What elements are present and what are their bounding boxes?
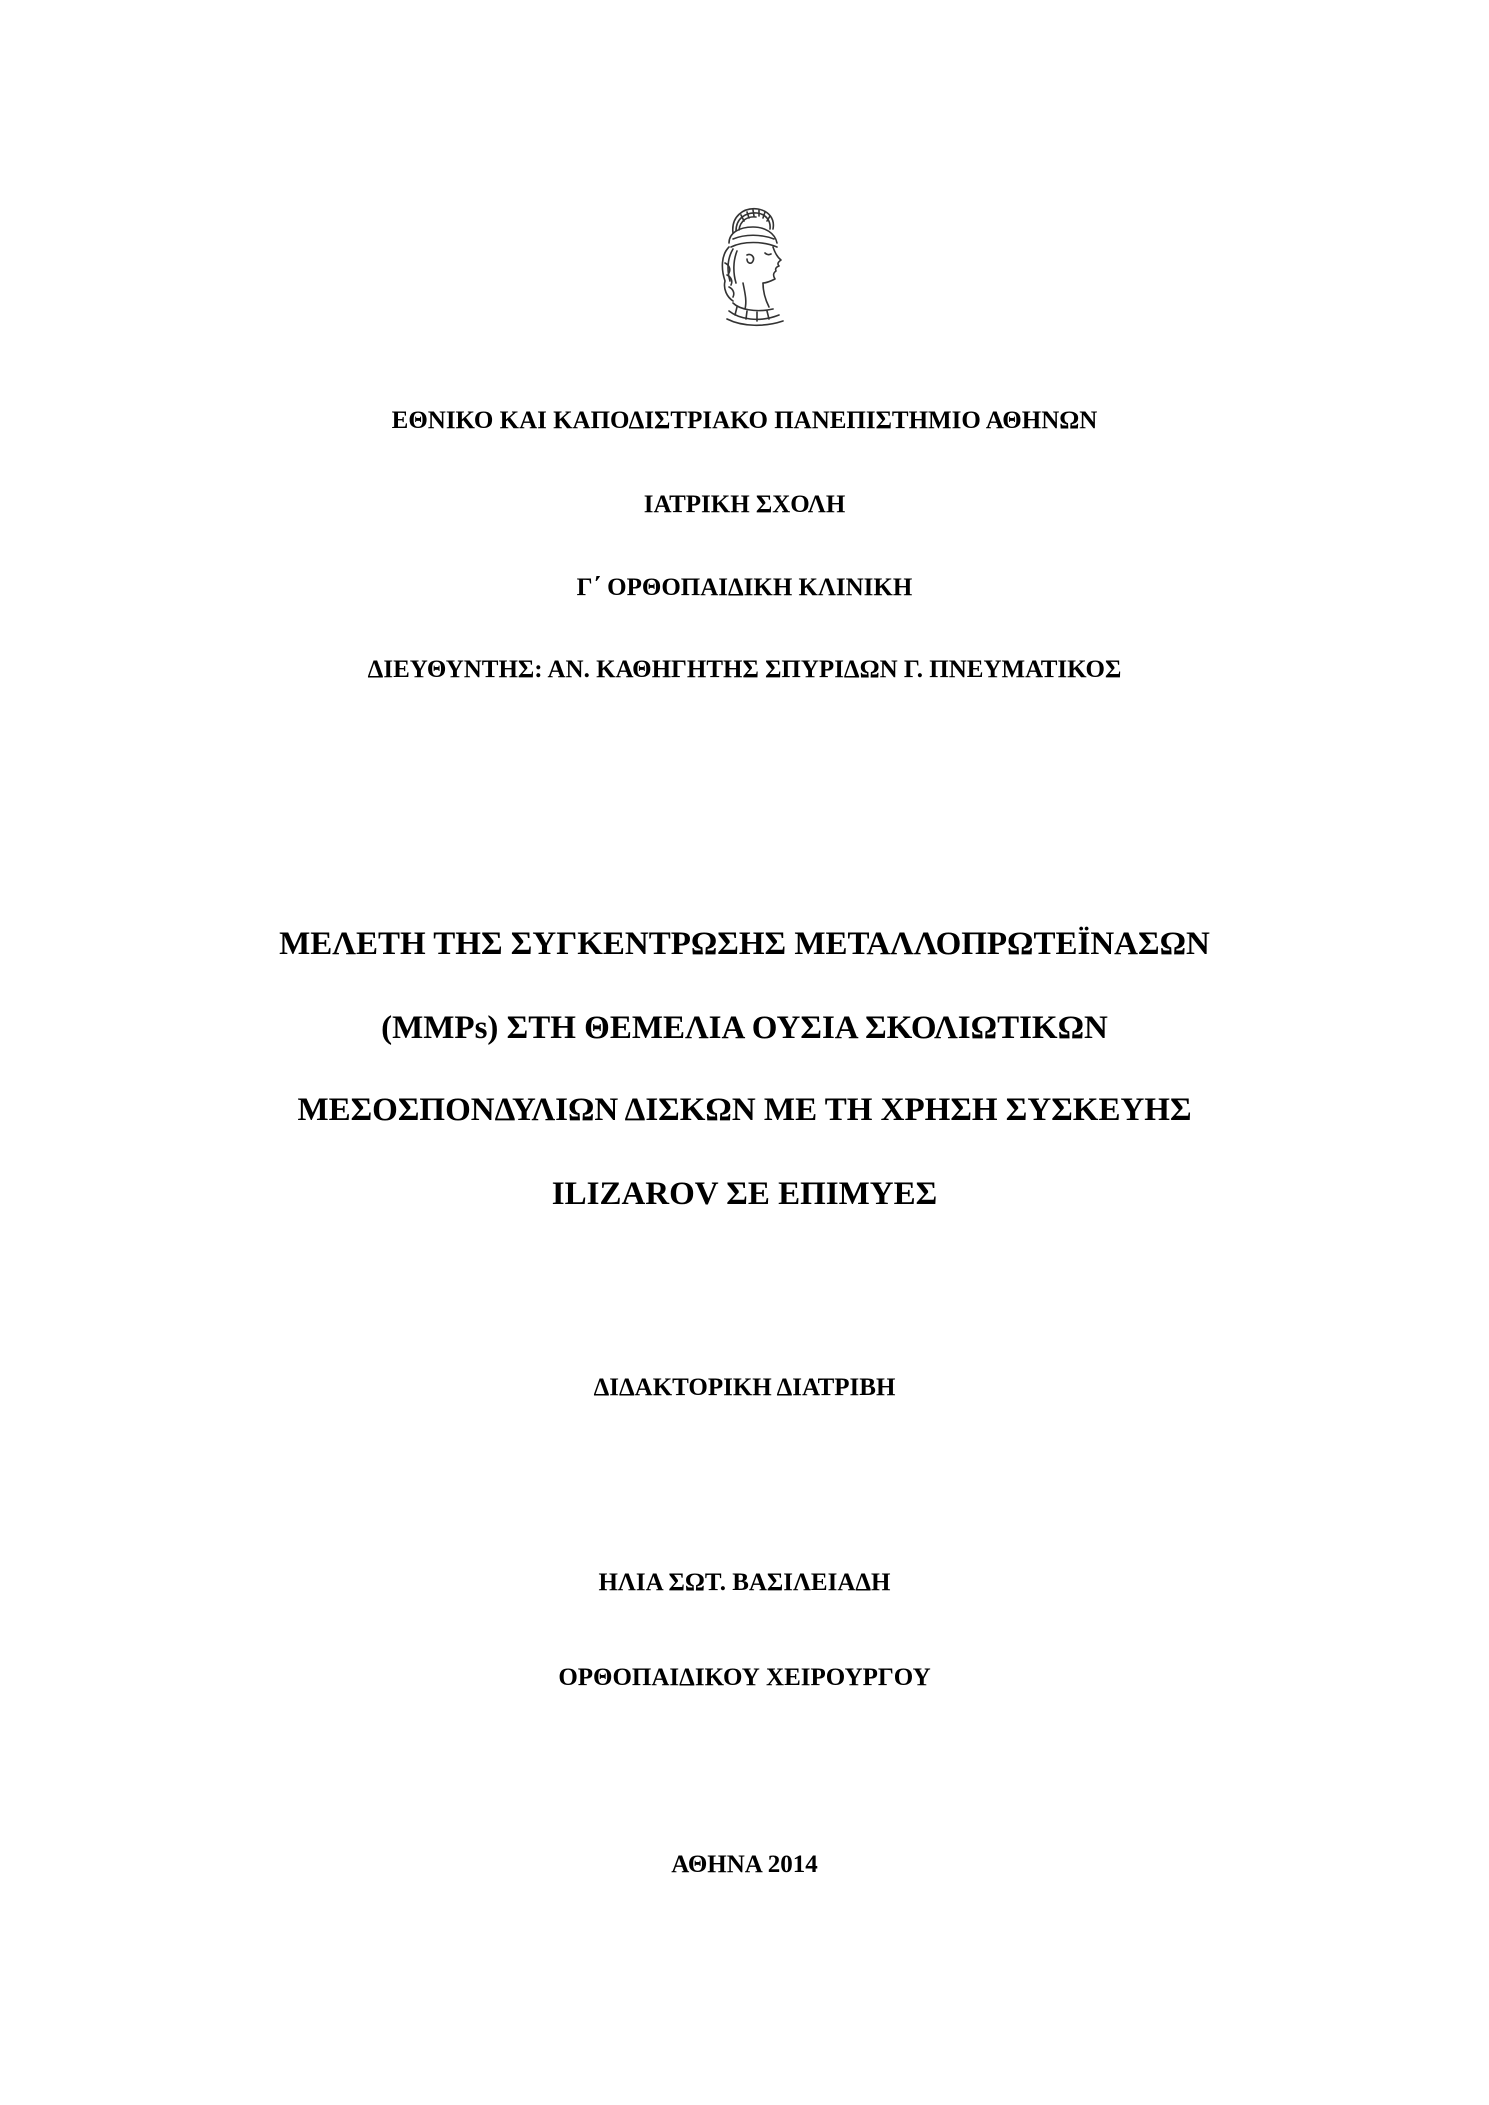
athena-head-emblem-icon	[703, 203, 795, 327]
place-date: ΑΘΗΝΑ 2014	[671, 1851, 818, 1878]
university-name: ΕΘΝΙΚΟ ΚΑΙ ΚΑΠΟΔΙΣΤΡΙΑΚΟ ΠΑΝΕΠΙΣΤΗΜΙΟ ΑΘΗΝΩΝ	[391, 407, 1098, 434]
author-name: ΗΛΙΑ ΣΩΤ. ΒΑΣΙΛΕΙΑΔΗ	[598, 1569, 891, 1596]
document-type: ΔΙΔΑΚΤΟΡΙΚΗ ΔΙΑΤΡΙΒΗ	[593, 1374, 896, 1401]
thesis-title-line-4: ILIZAROV ΣΕ ΕΠΙΜΥΕΣ	[551, 1176, 938, 1212]
thesis-title-line-1: ΜΕΛΕΤΗ ΤΗΣ ΣΥΓΚΕΝΤΡΩΣΗΣ ΜΕΤΑΛΛΟΠΡΩΤΕΪΝΑΣΩΝ	[279, 926, 1210, 962]
thesis-title-line-3: ΜΕΣΟΣΠΟΝΔΥΛΙΩΝ ΔΙΣΚΩΝ ΜΕ ΤΗ ΧΡΗΣΗ ΣΥΣΚΕΥΗΣ	[297, 1092, 1192, 1128]
author-profession: ΟΡΘΟΠΑΙΔΙΚΟΥ ΧΕΙΡΟΥΡΓΟΥ	[558, 1664, 931, 1691]
clinic-name: Γ΄ ΟΡΘΟΠΑΙΔΙΚΗ ΚΛΙΝΙΚΗ	[576, 574, 913, 601]
director-line: ΔΙΕΥΘΥΝΤΗΣ: ΑΝ. ΚΑΘΗΓΗΤΗΣ ΣΠΥΡΙΔΩΝ Γ. ΠΝΕΥΜΑΤΙΚΟΣ	[367, 656, 1122, 683]
thesis-title-line-2: (MMPs) ΣΤΗ ΘΕΜΕΛΙΑ ΟΥΣΙΑ ΣΚΟΛΙΩΤΙΚΩΝ	[381, 1010, 1108, 1046]
school-name: ΙΑΤΡΙΚΗ ΣΧΟΛΗ	[643, 491, 846, 518]
